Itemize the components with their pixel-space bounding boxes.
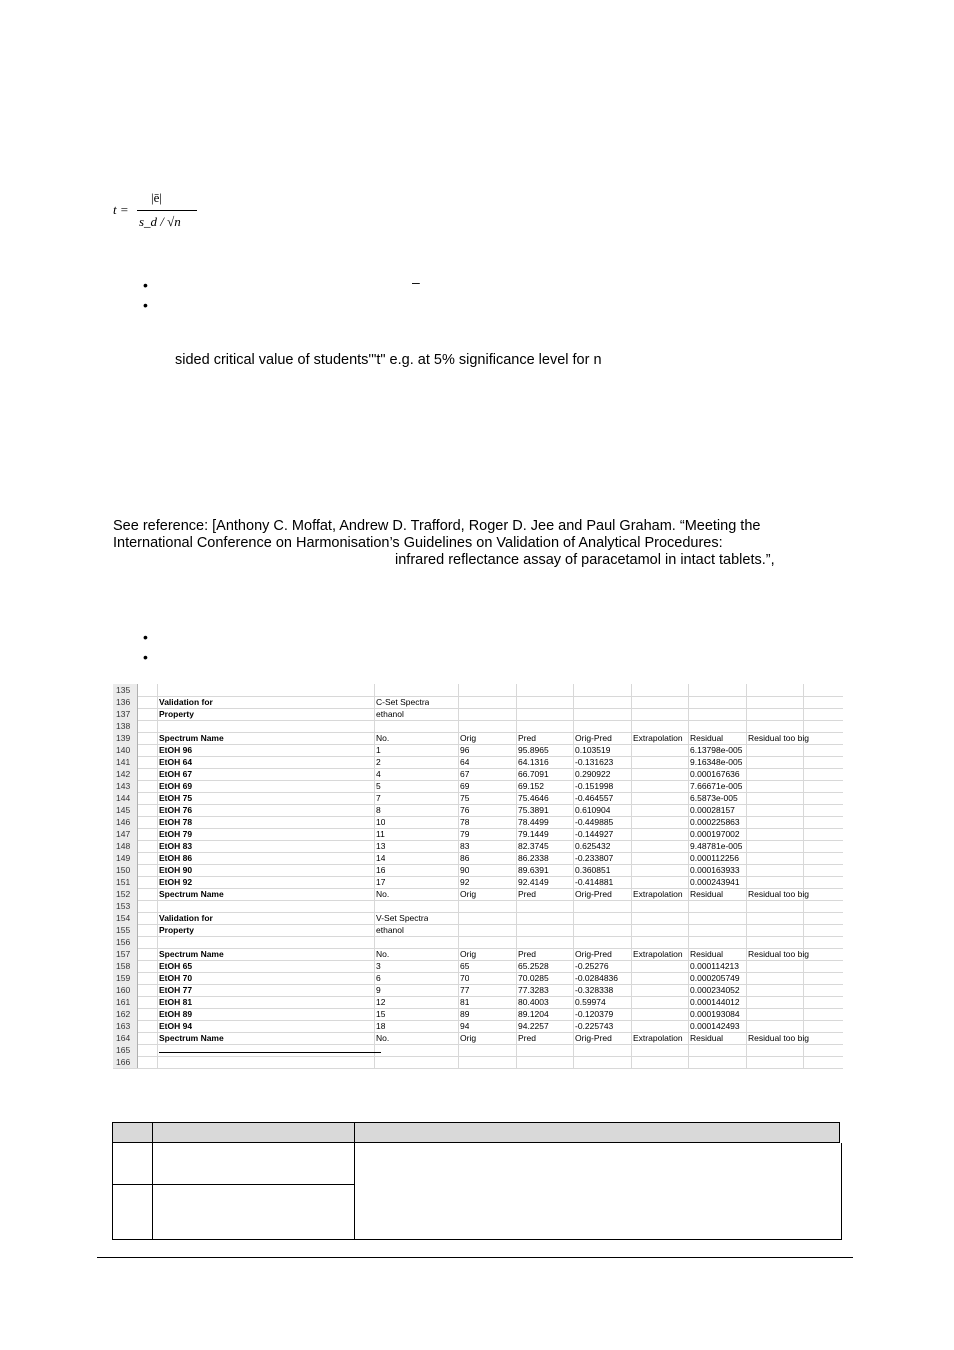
cell-pred: Pred: [518, 733, 536, 743]
cell-orig: 65: [460, 961, 470, 971]
cell-diff: 0.610904: [575, 805, 611, 815]
cell-diff: -0.449885: [575, 817, 614, 827]
row-number: 140: [113, 744, 138, 756]
cell-resid: 0.000234052: [690, 985, 740, 995]
row-number: 144: [113, 792, 138, 804]
row-number: 147: [113, 828, 138, 840]
row-number: 163: [113, 1020, 138, 1032]
cell-no: 9: [376, 985, 381, 995]
cell-no: 18: [376, 1021, 386, 1031]
cell-orig: 67: [460, 769, 470, 779]
dash-text: –: [412, 274, 420, 290]
cell-no: 3: [376, 961, 381, 971]
cell-no: No.: [376, 949, 390, 959]
cell-diff: Orig-Pred: [575, 733, 612, 743]
cell-orig: 69: [460, 781, 470, 791]
cell-name: EtOH 78: [159, 817, 193, 827]
cell-name: EtOH 86: [159, 853, 193, 863]
row-number: 154: [113, 912, 138, 924]
cell-resid: 0.000167636: [690, 769, 740, 779]
cell-diff: 0.59974: [575, 997, 606, 1007]
cell-diff: -0.328338: [575, 985, 614, 995]
cell-resid: 0.000225863: [690, 817, 740, 827]
cell-pred: 95.8965: [518, 745, 549, 755]
cell-no: 6: [376, 973, 381, 983]
cell-name: Validation for: [159, 913, 213, 923]
cell-resid: Residual: [690, 733, 724, 743]
cell-name: EtOH 77: [159, 985, 193, 995]
bullet-marker-1: •: [143, 277, 148, 293]
row-number: 149: [113, 852, 138, 864]
cell-name: EtOH 92: [159, 877, 193, 887]
cell-pred: 77.3283: [518, 985, 549, 995]
cell-big: Residual too big: [748, 949, 809, 959]
cell-orig: 94: [460, 1021, 470, 1031]
cell-big: Residual too big: [748, 733, 809, 743]
cell-orig: 83: [460, 841, 470, 851]
row-number: 150: [113, 864, 138, 876]
cell-no: 2: [376, 757, 381, 767]
cell-no: 17: [376, 877, 386, 887]
formula-denominator: s_d / √n: [139, 214, 181, 229]
t-statistic-formula: [113, 188, 203, 240]
cell-name: EtOH 75: [159, 793, 193, 803]
row-number: 156: [113, 936, 138, 948]
cell-no: 4: [376, 769, 381, 779]
cell-name: Property: [159, 925, 194, 935]
cell-no: 12: [376, 997, 386, 1007]
bottom-table: [112, 1122, 840, 1240]
row-number: 162: [113, 1008, 138, 1020]
cell-resid: Residual: [690, 949, 724, 959]
row-number: 165: [113, 1044, 138, 1056]
cell-pred: 79.1449: [518, 829, 549, 839]
cell-extrap: Extrapolation: [633, 733, 683, 743]
table-rule: [112, 1143, 113, 1240]
row-number: 139: [113, 732, 138, 744]
cell-no: 8: [376, 805, 381, 815]
cell-extrap: Extrapolation: [633, 1033, 683, 1043]
formula-fraction-bar: [137, 210, 197, 211]
row-number: 159: [113, 972, 138, 984]
cell-orig: Orig: [460, 1033, 477, 1043]
cell-no: 1: [376, 745, 381, 755]
cell-resid: Residual: [690, 889, 724, 899]
reference-line-1: See reference: [Anthony C. Moffat, Andrew D. Trafford, Roger D. Jee and Paul Graham. “Meeting the: [113, 518, 761, 534]
row-number: 160: [113, 984, 138, 996]
cell-resid: 0.00028157: [690, 805, 735, 815]
cell-pred: 78.4499: [518, 817, 549, 827]
cell-pred: 66.7091: [518, 769, 549, 779]
cell-name: Spectrum Name: [159, 889, 224, 899]
cell-diff: 0.625432: [575, 841, 611, 851]
cell-orig: 78: [460, 817, 470, 827]
cell-pred: Pred: [518, 1033, 536, 1043]
cell-name: Property: [159, 709, 194, 719]
cell-big: Residual too big: [748, 1033, 809, 1043]
cell-resid: Residual: [690, 1033, 724, 1043]
cell-resid: 6.13798e-005: [690, 745, 743, 755]
cell-no: ethanol: [376, 925, 404, 935]
row-number: 142: [113, 768, 138, 780]
table-rule: [841, 1143, 842, 1240]
footer-rule: [97, 1257, 853, 1258]
cell-orig: 76: [460, 805, 470, 815]
reference-line-2: International Conference on Harmonisation’s Guidelines on Validation of Analytical Procedures:: [113, 535, 723, 551]
cell-name: Spectrum Name: [159, 1033, 224, 1043]
bullet-marker-3: •: [143, 629, 148, 645]
cell-no: 16: [376, 865, 386, 875]
cell-diff: -0.233807: [575, 853, 614, 863]
validation-spreadsheet: [113, 684, 843, 1068]
table-rule: [152, 1122, 153, 1240]
cell-pred: Pred: [518, 949, 536, 959]
cell-name: EtOH 96: [159, 745, 193, 755]
cell-orig: 79: [460, 829, 470, 839]
cell-no: V-Set Spectra: [376, 913, 429, 923]
row-number: 166: [113, 1056, 138, 1068]
row-number: 164: [113, 1032, 138, 1044]
row-number: 151: [113, 876, 138, 888]
cell-diff: 0.360851: [575, 865, 611, 875]
cell-diff: -0.0284836: [575, 973, 619, 983]
critical-value-text: sided critical value of students'"t" e.g. at 5% significance level for n: [175, 352, 602, 368]
cell-name: EtOH 65: [159, 961, 193, 971]
bullet-marker-4: •: [143, 649, 148, 665]
cell-orig: Orig: [460, 733, 477, 743]
cell-no: 5: [376, 781, 381, 791]
cell-diff: Orig-Pred: [575, 1033, 612, 1043]
cell-no: No.: [376, 889, 390, 899]
cell-diff: -0.151998: [575, 781, 614, 791]
table-rule: [112, 1184, 354, 1185]
table-rule: [354, 1122, 355, 1240]
cell-pred: 89.1204: [518, 1009, 549, 1019]
cell-pred: 65.2528: [518, 961, 549, 971]
cell-no: C-Set Spectra: [376, 697, 430, 707]
cell-pred: 70.0285: [518, 973, 549, 983]
cell-resid: 0.000197002: [690, 829, 740, 839]
cell-name: EtOH 76: [159, 805, 193, 815]
cell-extrap: Extrapolation: [633, 949, 683, 959]
cell-resid: 0.000205749: [690, 973, 740, 983]
cell-pred: 69.152: [518, 781, 544, 791]
cell-diff: -0.120379: [575, 1009, 614, 1019]
cell-name: EtOH 69: [159, 781, 193, 791]
row-number: 138: [113, 720, 138, 732]
cell-name: EtOH 64: [159, 757, 193, 767]
table-rule: [112, 1239, 842, 1240]
cell-name: EtOH 79: [159, 829, 193, 839]
cell-resid: 0.000144012: [690, 997, 740, 1007]
row-number: 152: [113, 888, 138, 900]
cell-orig: 90: [460, 865, 470, 875]
formula-numerator: |ē|: [151, 190, 162, 205]
cell-pred: 75.3891: [518, 805, 549, 815]
cell-extrap: Extrapolation: [633, 889, 683, 899]
cell-no: 15: [376, 1009, 386, 1019]
cell-name: EtOH 70: [159, 973, 193, 983]
cell-name: EtOH 81: [159, 997, 193, 1007]
cell-diff: Orig-Pred: [575, 949, 612, 959]
row-number: 141: [113, 756, 138, 768]
cell-no: 14: [376, 853, 386, 863]
cell-resid: 7.66671e-005: [690, 781, 743, 791]
cell-diff: Orig-Pred: [575, 889, 612, 899]
cell-no: No.: [376, 733, 390, 743]
cell-diff: -0.144927: [575, 829, 614, 839]
cell-orig: 77: [460, 985, 470, 995]
cell-no: ethanol: [376, 709, 404, 719]
cell-diff: -0.25276: [575, 961, 609, 971]
cell-orig: 75: [460, 793, 470, 803]
cell-resid: 0.000163933: [690, 865, 740, 875]
bullet-marker-2: •: [143, 297, 148, 313]
cell-diff: 0.290922: [575, 769, 611, 779]
cell-resid: 9.48781e-005: [690, 841, 743, 851]
cell-orig: 86: [460, 853, 470, 863]
cell-orig: 92: [460, 877, 470, 887]
cell-diff: -0.225743: [575, 1021, 614, 1031]
cell-name: EtOH 67: [159, 769, 193, 779]
cell-resid: 0.000243941: [690, 877, 740, 887]
row-number: 143: [113, 780, 138, 792]
cell-diff: 0.103519: [575, 745, 611, 755]
cell-name: Spectrum Name: [159, 733, 224, 743]
cell-resid: 0.000193084: [690, 1009, 740, 1019]
cell-orig: 81: [460, 997, 470, 1007]
row-number: 158: [113, 960, 138, 972]
cell-orig: Orig: [460, 889, 477, 899]
cell-big: Residual too big: [748, 889, 809, 899]
row-number: 148: [113, 840, 138, 852]
cell-pred: 86.2338: [518, 853, 549, 863]
cell-diff: -0.414881: [575, 877, 614, 887]
cell-name: EtOH 89: [159, 1009, 193, 1019]
cell-no: 11: [376, 829, 385, 839]
row-number: 155: [113, 924, 138, 936]
cell-pred: 64.1316: [518, 757, 549, 767]
cell-orig: 64: [460, 757, 470, 767]
cell-pred: 75.4646: [518, 793, 549, 803]
cell-orig: Orig: [460, 949, 477, 959]
cell-pred: 89.6391: [518, 865, 549, 875]
cell-orig: 89: [460, 1009, 470, 1019]
cell-name: EtOH 90: [159, 865, 193, 875]
row-number: 153: [113, 900, 138, 912]
cell-name: EtOH 83: [159, 841, 193, 851]
cell-no: No.: [376, 1033, 390, 1043]
spreadsheet-row: [113, 1056, 843, 1069]
cell-name: EtOH 94: [159, 1021, 193, 1031]
row-number: 146: [113, 816, 138, 828]
cell-pred: 80.4003: [518, 997, 549, 1007]
row-number: 157: [113, 948, 138, 960]
formula-lhs: t =: [113, 202, 129, 217]
row-number: 161: [113, 996, 138, 1008]
bottom-table-header: [112, 1122, 840, 1143]
row-number: 135: [113, 684, 138, 696]
cell-no: 13: [376, 841, 386, 851]
cell-pred: Pred: [518, 889, 536, 899]
cell-pred: 92.4149: [518, 877, 549, 887]
cell-orig: 96: [460, 745, 470, 755]
cell-name: Validation for: [159, 697, 213, 707]
cell-diff: -0.464557: [575, 793, 614, 803]
cell-diff: -0.131623: [575, 757, 614, 767]
cell-resid: 9.16348e-005: [690, 757, 743, 767]
cell-resid: 0.000142493: [690, 1021, 740, 1031]
cell-orig: 70: [460, 973, 470, 983]
reference-line-3: infrared reflectance assay of paracetamol in intact tablets.”,: [395, 552, 775, 568]
cell-resid: 0.000112256: [690, 853, 740, 863]
cell-no: 7: [376, 793, 381, 803]
cell-name: Spectrum Name: [159, 949, 224, 959]
cell-no: 10: [376, 817, 386, 827]
row-number: 145: [113, 804, 138, 816]
row-number: 137: [113, 708, 138, 720]
cell-pred: 82.3745: [518, 841, 549, 851]
row-number: 136: [113, 696, 138, 708]
cell-resid: 0.000114213: [690, 961, 740, 971]
cell-resid: 6.5873e-005: [690, 793, 738, 803]
cell-pred: 94.2257: [518, 1021, 549, 1031]
